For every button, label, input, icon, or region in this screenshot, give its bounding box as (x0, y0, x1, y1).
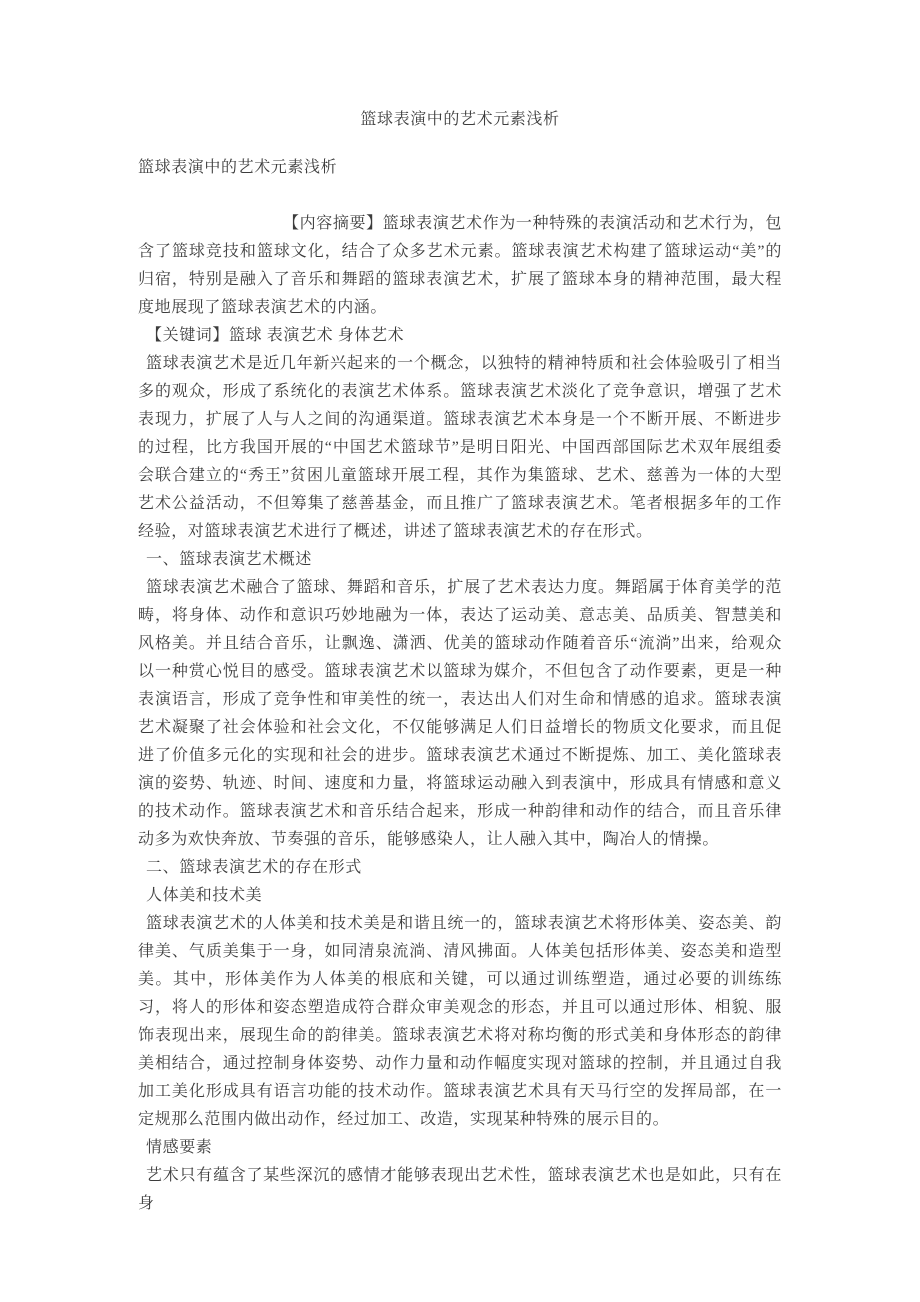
subheading-body-and-technique-beauty: 人体美和技术美 (146, 887, 263, 904)
emotion-paragraph: 艺术只有蕴含了某些深沉的感情才能够表现出艺术性，篮球表演艺术也是如此，只有在身 (138, 1167, 782, 1212)
subheading-emotion-element: 情感要素 (146, 1139, 213, 1156)
section-1-heading: 一、篮球表演艺术概述 (146, 551, 313, 568)
keywords-line: 【关键词】篮球 表演艺术 身体艺术 (146, 327, 405, 344)
section-1-paragraph: 篮球表演艺术融合了篮球、舞蹈和音乐，扩展了艺术表达力度。舞蹈属于体育美学的范畴，将身体、动作和意识巧妙地融为一体，表达了运动美、意志美、品质美、智慧美和风格美。并且结合音乐，让飘逸、潇洒、优美的篮球动作随着音乐“流淌”出来，给观众以一种赏心悦目的感受。篮球表演艺术以篮球为媒介，不但包含了动作要素，更是一种表演语言，形成了竞争性和审美性的统一，表达出人们对生命和情感的追求。篮球表演艺术凝聚了社会体验和社会文化，不仅能够满足人们日益增长的物质文化要求，而且促进了价值多元化的实现和社会的进步。篮球表演艺术通过不断提炼、加工、美化篮球表演的姿势、轨迹、时间、速度和力量，将篮球运动融入到表演中，形成具有情感和意义的技术动作。篮球表演艺术和音乐结合起来，形成一种韵律和动作的结合，而且音乐律动多为欢快奔放、节奏强的音乐，能够感染人，让人融入其中，陶冶人的情操。 (138, 579, 782, 848)
doc-title: 篮球表演中的艺术元素浅析 (360, 111, 560, 128)
body-beauty-paragraph: 篮球表演艺术的人体美和技术美是和谐且统一的，篮球表演艺术将形体美、姿态美、韵律美、气质美集于一身，如同清泉流淌、清风拂面。人体美包括形体美、姿态美和造型美。其中，形体美作为人体美的根底和关键，可以通过训练塑造，通过必要的训练练习，将人的形体和姿态塑造成符合群众审美观念的形态，并且可以通过形体、相貌、服饰表现出来，展现生命的韵律美。篮球表演艺术将对称均衡的形式美和身体形态的韵律美相结合，通过控制身体姿势、动作力量和动作幅度实现对篮球的控制，并且通过自我加工美化形成具有语言功能的技术动作。篮球表演艺术具有天马行空的发挥局部，在一定规那么范围内做出动作，经过加工、改造，实现某种特殊的展示目的。 (138, 915, 782, 1128)
abstract-paragraph: 【内容摘要】篮球表演艺术作为一种特殊的表演活动和艺术行为，包含了篮球竞技和篮球文化，结合了众多艺术元素。篮球表演艺术构建了篮球运动“美”的归宿，特别是融入了音乐和舞蹈的篮球表演艺术，扩展了篮球本身的精神范围，最大程度地展现了篮球表演艺术的内涵。 (138, 215, 782, 316)
doc-subtitle: 篮球表演中的艺术元素浅析 (138, 159, 338, 176)
intro-paragraph: 篮球表演艺术是近几年新兴起来的一个概念，以独特的精神特质和社会体验吸引了相当多的观众，形成了系统化的表演艺术体系。篮球表演艺术淡化了竞争意识，增强了艺术表现力，扩展了人与人之间的沟通渠道。篮球表演艺术本身是一个不断开展、不断进步的过程，比方我国开展的“中国艺术篮球节”是明日阳光、中国西部国际艺术双年展组委会联合建立的“秀王”贫困儿童篮球开展工程，其作为集篮球、艺术、慈善为一体的大型艺术公益活动，不但筹集了慈善基金，而且推广了篮球表演艺术。笔者根据多年的工作经验，对篮球表演艺术进行了概述，讲述了篮球表演艺术的存在形式。 (138, 355, 782, 540)
section-2-heading: 二、篮球表演艺术的存在形式 (146, 859, 362, 876)
